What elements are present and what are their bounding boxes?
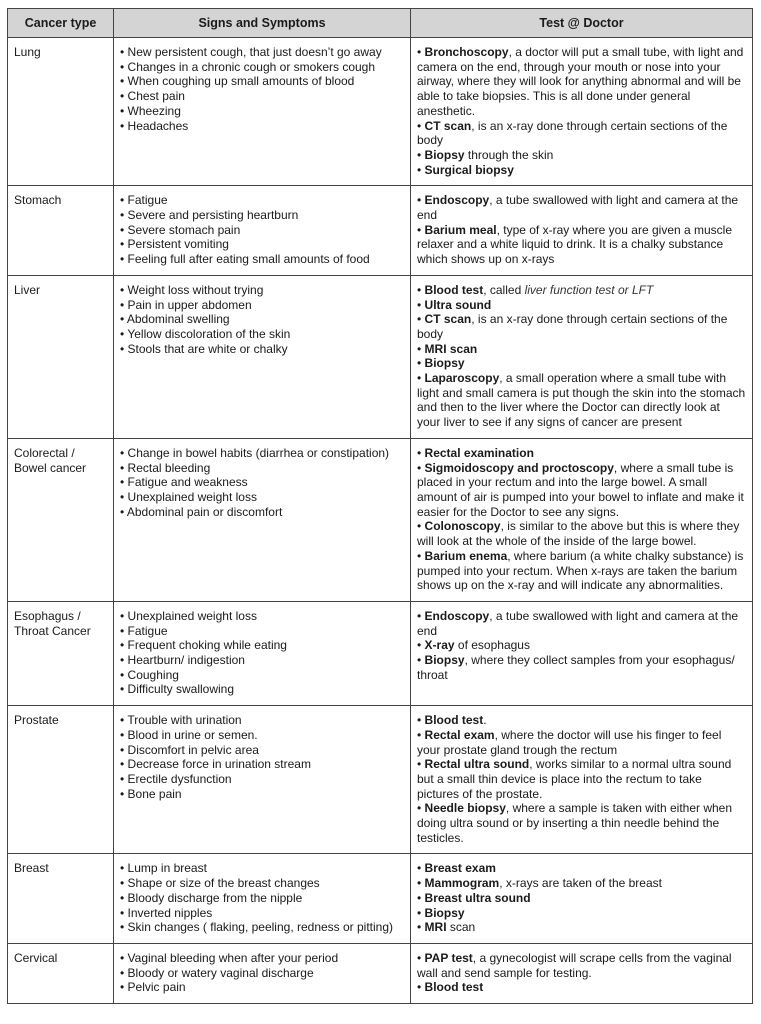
test-item [417, 298, 746, 313]
cancer-type-cell [8, 601, 114, 705]
cancer-type-cell [8, 38, 114, 186]
symptom-item [120, 490, 404, 505]
test-item [417, 446, 746, 461]
bullet-marker: • [417, 890, 422, 905]
bullet-marker: • [120, 786, 125, 801]
bullet-marker: • [120, 965, 125, 980]
test-description: of esophagus [454, 638, 530, 653]
test-name: Ultra sound [424, 297, 492, 312]
bullet-marker: • [120, 237, 125, 252]
symptom-item [120, 861, 404, 876]
symptoms-cell [114, 854, 411, 944]
test-description: , a tube swallowed with light and camera at the end [417, 608, 739, 638]
test-name: Sigmoidoscopy and proctoscopy [424, 460, 614, 475]
bullet-marker: • [120, 504, 125, 519]
bullet-marker: • [417, 548, 422, 563]
symptoms-cell [114, 943, 411, 1003]
symptom-item [120, 638, 404, 653]
symptom-text: Vaginal bleeding when after your period [127, 950, 339, 965]
cancer-type-cell [8, 438, 114, 601]
bullet-marker: • [417, 356, 422, 371]
test-description: , where a sample is taken with either when doing ultra sound or by inserting a thin needle behind the testicles. [417, 801, 733, 845]
symptom-item [120, 342, 404, 357]
bullet-marker: • [120, 282, 125, 297]
symptom-text: Persistent vomiting [127, 237, 229, 252]
cancer-symptoms-table [7, 8, 753, 1004]
test-description: , where barium (a white chalky substance) is pumped into your rectum. When x-rays are taken the barium shows up on the x-ray and will indicate any abnormalities. [417, 548, 744, 593]
test-name: Laparoscopy [424, 371, 500, 386]
symptom-text: Fatigue [127, 623, 168, 638]
symptom-item [120, 252, 404, 267]
test-name: Colonoscopy [424, 519, 501, 534]
bullet-marker: • [120, 905, 125, 920]
symptom-item [120, 45, 404, 60]
symptom-item [120, 980, 404, 995]
table-row [8, 854, 753, 944]
header-cancer-type: Cancer type [8, 9, 114, 38]
tests-cell [411, 186, 753, 276]
cancer-type-text: Lung [14, 45, 41, 59]
bullet-marker: • [417, 757, 422, 772]
tests-cell [411, 854, 753, 944]
cancer-type-cell [8, 275, 114, 438]
test-item [417, 891, 746, 906]
table-row [8, 186, 753, 276]
test-item [417, 148, 746, 163]
bullet-marker: • [120, 623, 125, 638]
test-description: , x-rays are taken of the breast [499, 876, 662, 891]
test-name: Endoscopy [424, 193, 490, 208]
bullet-marker: • [120, 445, 125, 460]
test-item [417, 461, 746, 520]
test-description: , where they collect samples from your esophagus/ throat [417, 653, 735, 682]
bullet-marker: • [417, 608, 422, 623]
symptom-item [120, 298, 404, 313]
test-item [417, 713, 746, 728]
bullet-marker: • [120, 980, 125, 995]
symptom-item [120, 713, 404, 728]
tests-cell [411, 943, 753, 1003]
bullet-marker: • [120, 920, 125, 935]
test-item [417, 45, 746, 119]
symptom-item [120, 966, 404, 981]
test-description: , where a small tube is placed in your rectum and into the large bowel. A small amount of air is pumped into your bowel to inflate and make it easier for the Doctor to see any signs. [417, 460, 744, 519]
symptoms-cell [114, 706, 411, 854]
symptom-text: Weight loss without trying [127, 282, 264, 297]
cancer-type-text: Throat Cancer [14, 623, 91, 638]
bullet-marker: • [120, 861, 125, 876]
test-name: Barium enema [424, 548, 508, 563]
bullet-marker: • [120, 742, 125, 757]
symptom-item [120, 609, 404, 624]
bullet-marker: • [120, 312, 125, 327]
symptom-text: Pelvic pain [127, 980, 186, 995]
test-item [417, 371, 746, 430]
bullet-marker: • [417, 980, 422, 995]
bullet-marker: • [120, 771, 125, 786]
test-description: , a small operation where a small tube with light and small camera is put though the skin into the stomach and then to the liver where the Doctor can directly look at your liver to see if any signs of cancer are present [417, 371, 746, 430]
test-name: Biopsy [424, 147, 465, 162]
symptom-text: Fatigue [127, 193, 168, 208]
bullet-marker: • [417, 950, 422, 965]
test-name: Breast ultra sound [424, 890, 531, 905]
test-item [417, 861, 746, 876]
symptom-text: Unexplained weight loss [127, 489, 257, 504]
symptoms-cell [114, 275, 411, 438]
symptom-text: Change in bowel habits (diarrhea or constipation) [127, 445, 390, 460]
bullet-marker: • [417, 861, 422, 876]
bullet-marker: • [417, 118, 422, 133]
symptom-item [120, 446, 404, 461]
test-description: , is similar to the above but this is where they will look at the whole of the inside of the large bowel. [417, 519, 740, 549]
symptom-item [120, 283, 404, 298]
symptom-text: Fatigue and weakness [127, 475, 248, 490]
bullet-marker: • [417, 920, 422, 935]
symptom-item [120, 208, 404, 223]
test-item [417, 519, 746, 548]
bullet-marker: • [120, 89, 125, 104]
test-name: Barium meal [424, 222, 497, 237]
symptoms-cell [114, 186, 411, 276]
test-name: Needle biopsy [424, 801, 506, 816]
symptom-text: Rectal bleeding [127, 460, 211, 475]
cancer-type-cell [8, 854, 114, 944]
symptom-item [120, 312, 404, 327]
test-name: Rectal ultra sound [424, 757, 530, 772]
symptom-text: When coughing up small amounts of blood [127, 74, 355, 89]
tests-cell [411, 38, 753, 186]
test-name: Breast exam [424, 861, 496, 876]
table-row [8, 38, 753, 186]
symptom-text: Feeling full after eating small amounts of food [127, 252, 370, 267]
test-description: , called [483, 282, 525, 297]
bullet-marker: • [120, 876, 125, 891]
test-item [417, 223, 746, 267]
symptom-item [120, 74, 404, 89]
bullet-marker: • [417, 282, 422, 297]
symptom-text: Changes in a chronic cough or smokers cough [127, 59, 376, 74]
header-test-at-doctor: Test @ Doctor [411, 9, 753, 38]
test-name: X-ray [424, 638, 455, 653]
cancer-type-text: Prostate [14, 713, 59, 728]
test-item [417, 638, 746, 653]
tests-cell [411, 601, 753, 705]
symptom-item [120, 223, 404, 238]
symptom-item [120, 743, 404, 758]
table-body [8, 38, 753, 1004]
symptom-text: Difficulty swallowing [127, 682, 235, 697]
test-name: Biopsy [424, 653, 465, 668]
symptom-text: Severe stomach pain [127, 222, 241, 237]
bullet-marker: • [417, 713, 422, 728]
bullet-marker: • [120, 638, 125, 653]
symptom-text: New persistent cough, that just doesn’t go away [127, 45, 382, 59]
test-name: MRI [424, 920, 447, 935]
test-name: Endoscopy [424, 608, 490, 623]
bullet-marker: • [120, 252, 125, 267]
symptom-text: Abdominal swelling [126, 312, 230, 327]
test-name: Surgical biopsy [424, 162, 514, 177]
test-name: Blood test [424, 282, 484, 297]
bullet-marker: • [120, 653, 125, 668]
symptom-text: Shape or size of the breast changes [127, 876, 320, 891]
bullet-marker: • [120, 341, 125, 356]
test-item [417, 609, 746, 638]
bullet-marker: • [417, 222, 422, 237]
table-row [8, 601, 753, 705]
bullet-marker: • [417, 460, 422, 475]
bullet-marker: • [120, 667, 125, 682]
table-header-row [8, 9, 753, 38]
cancer-type-text: Cervical [14, 950, 58, 965]
test-item [417, 876, 746, 891]
symptom-item [120, 772, 404, 787]
cancer-type-text: Breast [14, 861, 49, 876]
test-item [417, 951, 746, 980]
test-description: , a gynecologist will scrape cells from the vaginal wall and send sample for testing. [417, 950, 732, 980]
symptom-item [120, 475, 404, 490]
test-item [417, 356, 746, 371]
symptom-item [120, 653, 404, 668]
test-item [417, 757, 746, 801]
symptom-item [120, 728, 404, 743]
test-description: . [483, 713, 487, 728]
symptom-text: Skin changes ( flaking, peeling, redness or pitting) [127, 920, 394, 935]
test-item [417, 980, 746, 995]
cancer-type-text: Bowel cancer [14, 460, 87, 475]
bullet-marker: • [417, 876, 422, 891]
test-description: , a tube swallowed with light and camera at the end [417, 193, 739, 223]
symptom-item [120, 89, 404, 104]
symptom-item [120, 327, 404, 342]
test-name: CT scan [424, 312, 472, 327]
symptom-text: Coughing [127, 667, 179, 682]
symptom-text: Wheezing [127, 103, 181, 118]
bullet-marker: • [120, 103, 125, 118]
symptom-text: Inverted nipples [127, 905, 213, 920]
bullet-marker: • [120, 208, 125, 223]
test-item [417, 193, 746, 222]
symptom-text: Stools that are white or chalky [127, 341, 288, 356]
bullet-marker: • [120, 59, 125, 74]
symptom-text: Abdominal pain or discomfort [126, 504, 283, 519]
table-row [8, 438, 753, 601]
test-description: scan [446, 920, 476, 935]
bullet-marker: • [417, 312, 422, 327]
cancer-symptoms-document [7, 8, 752, 1004]
symptom-text: Frequent choking while eating [127, 638, 287, 653]
bullet-marker: • [120, 713, 125, 728]
bullet-marker: • [417, 147, 422, 162]
test-name: Biopsy [424, 356, 465, 371]
bullet-marker: • [417, 905, 422, 920]
bullet-marker: • [120, 460, 125, 475]
test-item [417, 119, 746, 148]
bullet-marker: • [417, 653, 422, 668]
bullet-marker: • [417, 297, 422, 312]
symptom-text: Discomfort in pelvic area [127, 742, 259, 757]
symptom-item [120, 193, 404, 208]
symptom-item [120, 624, 404, 639]
test-item [417, 312, 746, 341]
symptom-item [120, 951, 404, 966]
cancer-type-text: Liver [14, 282, 41, 297]
bullet-marker: • [120, 74, 125, 89]
bullet-marker: • [417, 193, 422, 208]
bullet-marker: • [120, 727, 125, 742]
symptom-item [120, 119, 404, 134]
test-description: , type of x-ray where you are given a muscle relaxer and a white liquid to drink. It is a chalky substance which shows up on x-rays [417, 222, 733, 267]
test-name: Mammogram [424, 876, 500, 891]
table-row [8, 706, 753, 854]
cancer-type-text: Colorectal / [14, 445, 75, 460]
bullet-marker: • [417, 341, 422, 356]
test-item [417, 283, 746, 298]
bullet-marker: • [120, 757, 125, 772]
bullet-marker: • [120, 950, 125, 965]
symptom-text: Unexplained weight loss [127, 608, 257, 623]
symptom-text: Bloody or watery vaginal discharge [127, 965, 314, 980]
test-item [417, 342, 746, 357]
symptom-text: Erectile dysfunction [127, 771, 232, 786]
test-name: Bronchoscopy [424, 45, 509, 59]
symptom-text: Heartburn/ indigestion [127, 653, 245, 668]
symptom-item [120, 906, 404, 921]
symptom-text: Decrease force in urination stream [127, 757, 311, 772]
tests-cell [411, 438, 753, 601]
symptom-item [120, 461, 404, 476]
bullet-marker: • [120, 297, 125, 312]
test-description: , is an x-ray done through certain sections of the body [417, 312, 728, 341]
symptom-text: Chest pain [127, 89, 185, 104]
bullet-marker: • [417, 727, 422, 742]
test-name: Rectal exam [424, 727, 495, 742]
symptom-text: Trouble with urination [127, 713, 242, 728]
bullet-marker: • [120, 682, 125, 697]
test-description: , a doctor will put a small tube, with light and camera on the end, through your mouth or nose into your airway, where they will look for anything abnormal and will be able to take biopsies. This is all done under general anesthetic. [417, 45, 744, 118]
cancer-type-cell [8, 186, 114, 276]
test-description: , works similar to a normal ultra sound but a small thin device is place into the rectum to take pictures of the prostate. [417, 757, 732, 801]
symptom-item [120, 757, 404, 772]
test-description: , where the doctor will use his finger to feel your prostate gland trough the rectum [417, 727, 722, 757]
symptom-text: Headaches [127, 118, 189, 133]
test-italic-note: liver function test or LFT [524, 282, 654, 297]
symptoms-cell [114, 38, 411, 186]
symptom-item [120, 60, 404, 75]
cancer-type-text: Esophagus / [14, 608, 81, 623]
test-description: through the skin [464, 147, 554, 162]
symptom-item [120, 920, 404, 935]
bullet-marker: • [120, 222, 125, 237]
test-name: Rectal examination [424, 445, 534, 460]
symptom-text: Yellow discoloration of the skin [127, 326, 291, 341]
test-name: MRI scan [424, 341, 478, 356]
test-item [417, 920, 746, 935]
symptom-text: Lump in breast [127, 861, 207, 876]
test-name: Biopsy [424, 905, 465, 920]
symptom-item [120, 237, 404, 252]
symptom-text: Severe and persisting heartburn [127, 208, 299, 223]
bullet-marker: • [417, 371, 422, 386]
test-item [417, 728, 746, 757]
tests-cell [411, 706, 753, 854]
bullet-marker: • [120, 608, 125, 623]
bullet-marker: • [120, 45, 125, 59]
test-name: Blood test [424, 713, 484, 728]
symptom-item [120, 682, 404, 697]
symptom-item [120, 505, 404, 520]
bullet-marker: • [120, 489, 125, 504]
symptom-text: Bone pain [127, 786, 182, 801]
test-name: Blood test [424, 980, 484, 995]
symptom-item [120, 891, 404, 906]
symptoms-cell [114, 438, 411, 601]
cancer-type-text: Stomach [14, 193, 62, 208]
bullet-marker: • [417, 445, 422, 460]
bullet-marker: • [417, 519, 422, 534]
test-item [417, 653, 746, 682]
symptom-item [120, 876, 404, 891]
test-item [417, 163, 746, 178]
symptom-item [120, 787, 404, 802]
bullet-marker: • [417, 801, 422, 816]
bullet-marker: • [417, 162, 422, 177]
bullet-marker: • [417, 45, 422, 59]
bullet-marker: • [120, 118, 125, 133]
test-item [417, 906, 746, 921]
table-row [8, 943, 753, 1003]
symptom-text: Pain in upper abdomen [127, 297, 252, 312]
symptom-item [120, 668, 404, 683]
cancer-type-cell [8, 706, 114, 854]
test-item [417, 549, 746, 593]
cancer-type-cell [8, 943, 114, 1003]
bullet-marker: • [120, 890, 125, 905]
test-name: CT scan [424, 118, 472, 133]
symptom-text: Blood in urine or semen. [127, 727, 258, 742]
table-row [8, 275, 753, 438]
tests-cell [411, 275, 753, 438]
test-name: PAP test [424, 950, 473, 965]
test-description: , is an x-ray done through certain sections of the body [417, 118, 728, 148]
symptom-item [120, 104, 404, 119]
bullet-marker: • [120, 475, 125, 490]
bullet-marker: • [417, 638, 422, 653]
bullet-marker: • [120, 326, 125, 341]
test-item [417, 801, 746, 845]
symptoms-cell [114, 601, 411, 705]
symptom-text: Bloody discharge from the nipple [127, 890, 303, 905]
bullet-marker: • [120, 193, 125, 208]
header-signs-and-symptoms: Signs and Symptoms [114, 9, 411, 38]
